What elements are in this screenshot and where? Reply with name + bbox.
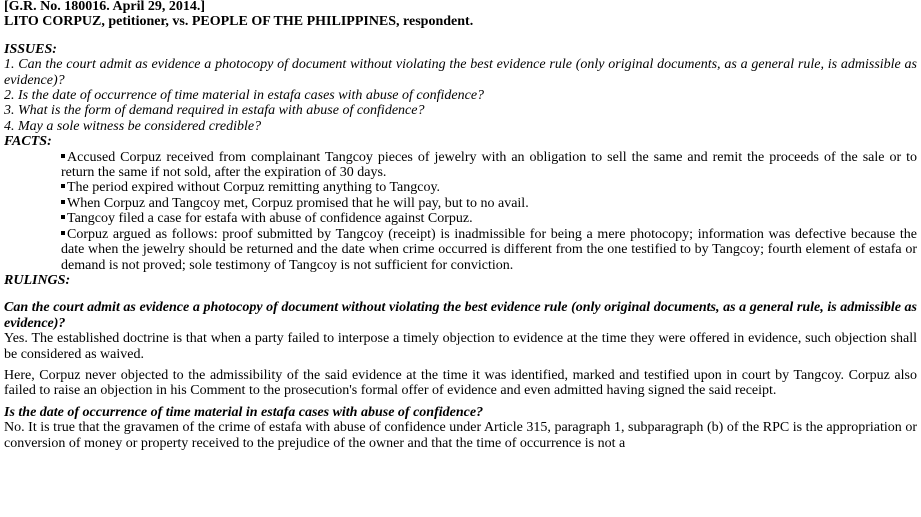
rulings-heading: RULINGS: <box>4 272 71 288</box>
fact-text: Tangcoy filed a case for estafa with abuse of confidence against Corpuz. <box>67 211 473 227</box>
fact-item-2 <box>61 180 917 195</box>
ruling-question-1: Can the court admit as evidence a photocopy of document without violating the best evidence rule (only original documents, as a general rule, is admissible as evidence)? <box>4 300 917 331</box>
facts-list <box>61 150 917 273</box>
ruling-answer-1-paragraph-2: Here, Corpuz never objected to the admissibility of the said evidence at the time it was identified, marked and testified upon in court by Tangcoy. Corpuz also failed to raise an objection in his Comment to the prosecution's formal offer of evidence and even admitted having signed the said receipt. <box>4 367 917 399</box>
fact-item-1 <box>61 150 917 181</box>
issue-item-3: 3. What is the form of demand required in estafa with abuse of confidence? <box>4 103 425 119</box>
ruling-answer-2-paragraph-1: No. It is true that the gravamen of the crime of estafa with abuse of confidence under Article 315, paragraph 1, subparagraph (b) of the RPC is the appropriation or conversion of money or property received to the prejudice of the owner and that the time of occurrence is not a <box>4 420 917 451</box>
fact-item-5 <box>61 227 917 273</box>
bullet-icon <box>61 231 65 235</box>
ruling-question-2: Is the date of occurrence of time material in estafa cases with abuse of confidence? <box>4 404 484 420</box>
bullet-icon <box>61 154 65 158</box>
issue-item-2: 2. Is the date of occurrence of time material in estafa cases with abuse of confidence? <box>4 88 485 104</box>
case-number: [G.R. No. 180016. April 29, 2014.] <box>4 0 206 14</box>
fact-item-4 <box>61 211 917 226</box>
fact-text: The period expired without Corpuz remitting anything to Tangcoy. <box>67 180 441 196</box>
fact-text: Corpuz argued as follows: proof submitted by Tangcoy (receipt) is inadmissible for being a mere photocopy; information was defective because the date when the jewelry should be returned and the date when crime occurred is different from the one testified to by Tangcoy; fourth element of estafa or demand is not proved; sole testimony of Tangcoy is not sufficient for conviction. <box>61 226 917 273</box>
issue-item-1: 1. Can the court admit as evidence a photocopy of document without violating the best evidence rule (only original documents, as a general rule, is admissible as evidence)? <box>4 57 917 88</box>
case-parties: LITO CORPUZ, petitioner, vs. PEOPLE OF THE PHILIPPINES, respondent. <box>4 14 474 30</box>
fact-item-3 <box>61 196 917 211</box>
bullet-icon <box>61 184 65 188</box>
bullet-icon <box>61 200 65 204</box>
fact-text: Accused Corpuz received from complainant Tangcoy pieces of jewelry with an obligation to sell the same and remit the proceeds of the sale or to return the same if not sold, after the expiration of 30 days. <box>61 149 917 181</box>
ruling-answer-1-paragraph-1: Yes. The established doctrine is that when a party failed to interpose a timely objection to evidence at the time they were offered in evidence, such objection shall be considered as waived. <box>4 331 917 362</box>
facts-heading: FACTS: <box>4 134 52 150</box>
fact-text: When Corpuz and Tangcoy met, Corpuz promised that he will pay, but to no avail. <box>67 195 529 211</box>
issue-item-4: 4. May a sole witness be considered credible? <box>4 118 262 134</box>
issues-heading: ISSUES: <box>4 41 57 57</box>
bullet-icon <box>61 215 65 219</box>
